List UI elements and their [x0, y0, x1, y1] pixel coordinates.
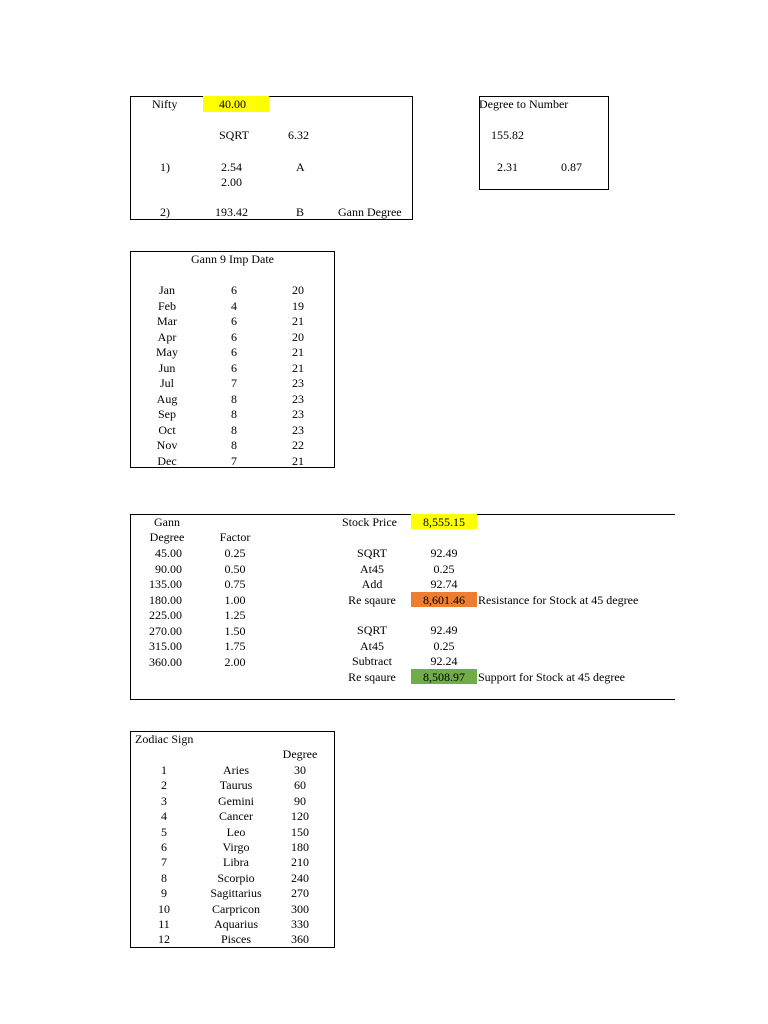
sqrt-label: SQRT	[219, 128, 249, 142]
factor-value: 0.50	[224, 561, 246, 576]
zodiac-degree: 180	[291, 840, 309, 854]
row1-letter: A	[296, 160, 305, 174]
imp-date-value-b: 21	[292, 360, 304, 375]
zodiac-number: 5	[161, 824, 167, 839]
imp-date-month: May	[156, 345, 178, 359]
zodiac-number: 10	[158, 901, 170, 916]
zodiac-sign: Leo	[226, 824, 246, 839]
zodiac-sign: Taurus	[219, 778, 253, 793]
zodiac-sign: Cancer	[219, 809, 253, 824]
imp-date-value-a: 6	[231, 360, 237, 375]
imp-date-value-b: 21	[292, 345, 304, 359]
zodiac-sign: Scorpio	[217, 870, 255, 885]
imp-date-value-a: 7	[231, 453, 237, 468]
factor-value: 1.00	[224, 592, 246, 607]
zodiac-degree: 360	[291, 932, 309, 947]
support-calc-label: Subtract	[352, 654, 392, 668]
imp-date-value-b: 20	[292, 329, 304, 344]
factor-degree: 135.00	[149, 577, 182, 591]
factor-value: 0.75	[224, 577, 246, 591]
zodiac-degree: 60	[294, 778, 306, 793]
imp-date-value-a: 8	[231, 422, 237, 437]
factor-degree: 180.00	[149, 592, 182, 607]
resistance-calc-value: 92.74	[430, 577, 458, 591]
zodiac-sign: Aries	[223, 763, 249, 777]
imp-date-value-a: 7	[231, 376, 237, 390]
row1-label: 1)	[160, 160, 170, 174]
imp-date-month: Aug	[156, 391, 178, 406]
factor-degree: 225.00	[149, 608, 182, 622]
zodiac-sign: Virgo	[222, 840, 250, 854]
zodiac-number: 4	[161, 809, 167, 824]
degree-value-1: 155.82	[491, 128, 524, 142]
imp-date-value-b: 19	[292, 298, 304, 313]
stock-price-value: 8,555.15	[423, 515, 465, 529]
row1-value: 2.54	[221, 160, 242, 174]
imp-date-value-a: 6	[231, 329, 237, 344]
row1b-value: 2.00	[221, 175, 242, 189]
imp-date-value-b: 23	[292, 376, 304, 390]
resistance-calc-value: 8,601.46	[423, 592, 465, 607]
zodiac-sign: Libra	[223, 855, 249, 870]
imp-date-value-a: 8	[231, 407, 237, 421]
imp-date-value-b: 23	[292, 407, 304, 421]
zodiac-sign: Pisces	[221, 932, 251, 947]
resistance-text: Resistance for Stock at 45 degree	[478, 593, 639, 607]
nifty-box	[130, 96, 413, 220]
stock-price-label: Stock Price	[342, 515, 397, 529]
degree-value-3: 0.87	[561, 160, 582, 174]
zodiac-degree: 240	[291, 870, 309, 885]
resistance-calc-label: Re sqaure	[348, 592, 396, 607]
factor-label: Factor	[219, 530, 251, 544]
resistance-calc-label: SQRT	[357, 546, 387, 560]
imp-date-month: Jan	[159, 283, 175, 297]
imp-date-value-a: 6	[231, 283, 237, 297]
support-calc-label: SQRT	[357, 623, 387, 637]
nifty-value: 40.00	[219, 97, 246, 111]
imp-date-value-a: 6	[231, 345, 237, 359]
resistance-calc-label: At45	[360, 561, 384, 576]
factor-value: 1.50	[224, 623, 246, 638]
zodiac-number: 12	[158, 932, 170, 947]
support-calc-label: At45	[360, 638, 384, 653]
zodiac-number: 2	[161, 778, 167, 793]
degree-label: Degree	[149, 530, 185, 544]
zodiac-sign: Aquarius	[214, 917, 258, 931]
zodiac-degree: 210	[291, 855, 309, 870]
factor-value: 0.25	[224, 546, 246, 560]
zodiac-degree: 150	[291, 824, 309, 839]
imp-date-value-b: 22	[292, 438, 304, 452]
imp-date-title: Gann 9 Imp Date	[191, 252, 274, 266]
factor-degree: 270.00	[149, 623, 182, 638]
imp-date-value-b: 21	[292, 453, 304, 468]
support-text: Support for Stock at 45 degree	[478, 670, 625, 684]
imp-date-value-b: 21	[292, 314, 304, 328]
imp-date-month: Oct	[158, 422, 176, 437]
support-calc-value: 0.25	[433, 638, 455, 653]
resistance-calc-value: 92.49	[430, 546, 458, 560]
gann-label: Gann	[154, 515, 180, 529]
zodiac-degree: 330	[291, 917, 309, 931]
zodiac-sign: Carpricon	[212, 901, 260, 916]
zodiac-sign: Sagittarius	[210, 886, 262, 901]
zodiac-degree: 120	[291, 809, 309, 824]
imp-date-value-a: 8	[231, 438, 237, 452]
degree-value-2: 2.31	[497, 160, 518, 174]
support-calc-label: Re sqaure	[348, 669, 396, 684]
resistance-calc-value: 0.25	[433, 561, 455, 576]
imp-date-value-a: 4	[231, 298, 237, 313]
zodiac-number: 11	[158, 917, 170, 931]
zodiac-degree: 300	[291, 901, 309, 916]
zodiac-number: 8	[161, 870, 167, 885]
zodiac-number: 7	[161, 855, 167, 870]
support-calc-value: 8,508.97	[423, 669, 465, 684]
imp-date-month: Jun	[158, 360, 176, 375]
factor-degree: 360.00	[149, 654, 182, 669]
row2-letter: B	[296, 205, 305, 219]
row2-label: 2)	[160, 205, 170, 219]
imp-date-month: Dec	[157, 453, 177, 468]
nifty-label: Nifty	[152, 97, 178, 111]
zodiac-number: 6	[161, 840, 167, 854]
zodiac-title: Zodiac Sign	[135, 732, 194, 746]
imp-date-value-a: 6	[231, 314, 237, 328]
imp-date-value-b: 23	[292, 422, 304, 437]
factor-degree: 90.00	[155, 561, 182, 576]
factor-value: 2.00	[224, 654, 246, 669]
imp-date-month: Mar	[157, 314, 177, 328]
zodiac-degree: 90	[294, 793, 306, 808]
imp-date-value-b: 20	[292, 283, 304, 297]
gann-degree-label: Gann Degree	[338, 205, 402, 219]
imp-date-month: Jul	[159, 376, 174, 390]
degree-to-number-title: Degree to Number	[479, 97, 569, 111]
zodiac-number: 3	[161, 793, 167, 808]
zodiac-sign: Gemini	[218, 793, 254, 808]
imp-date-month: Feb	[158, 298, 176, 313]
zodiac-number: 9	[161, 886, 167, 901]
factor-degree: 315.00	[149, 639, 182, 653]
resistance-calc-label: Add	[361, 577, 383, 591]
imp-date-value-a: 8	[231, 391, 237, 406]
row2-value: 193.42	[215, 205, 248, 219]
factor-value: 1.75	[224, 639, 246, 653]
factor-degree: 45.00	[155, 546, 182, 560]
imp-date-month: Nov	[156, 438, 178, 452]
zodiac-degree: 270	[291, 886, 309, 901]
support-calc-value: 92.49	[430, 623, 458, 637]
zodiac-number: 1	[161, 763, 167, 777]
imp-date-value-b: 23	[292, 391, 304, 406]
factor-value: 1.25	[224, 608, 246, 622]
zodiac-degree-label: Degree	[282, 747, 318, 761]
imp-date-month: Apr	[157, 329, 177, 344]
zodiac-degree: 30	[294, 763, 306, 777]
sqrt-value: 6.32	[288, 128, 309, 142]
support-calc-value: 92.24	[430, 654, 458, 668]
imp-date-month: Sep	[158, 407, 176, 421]
